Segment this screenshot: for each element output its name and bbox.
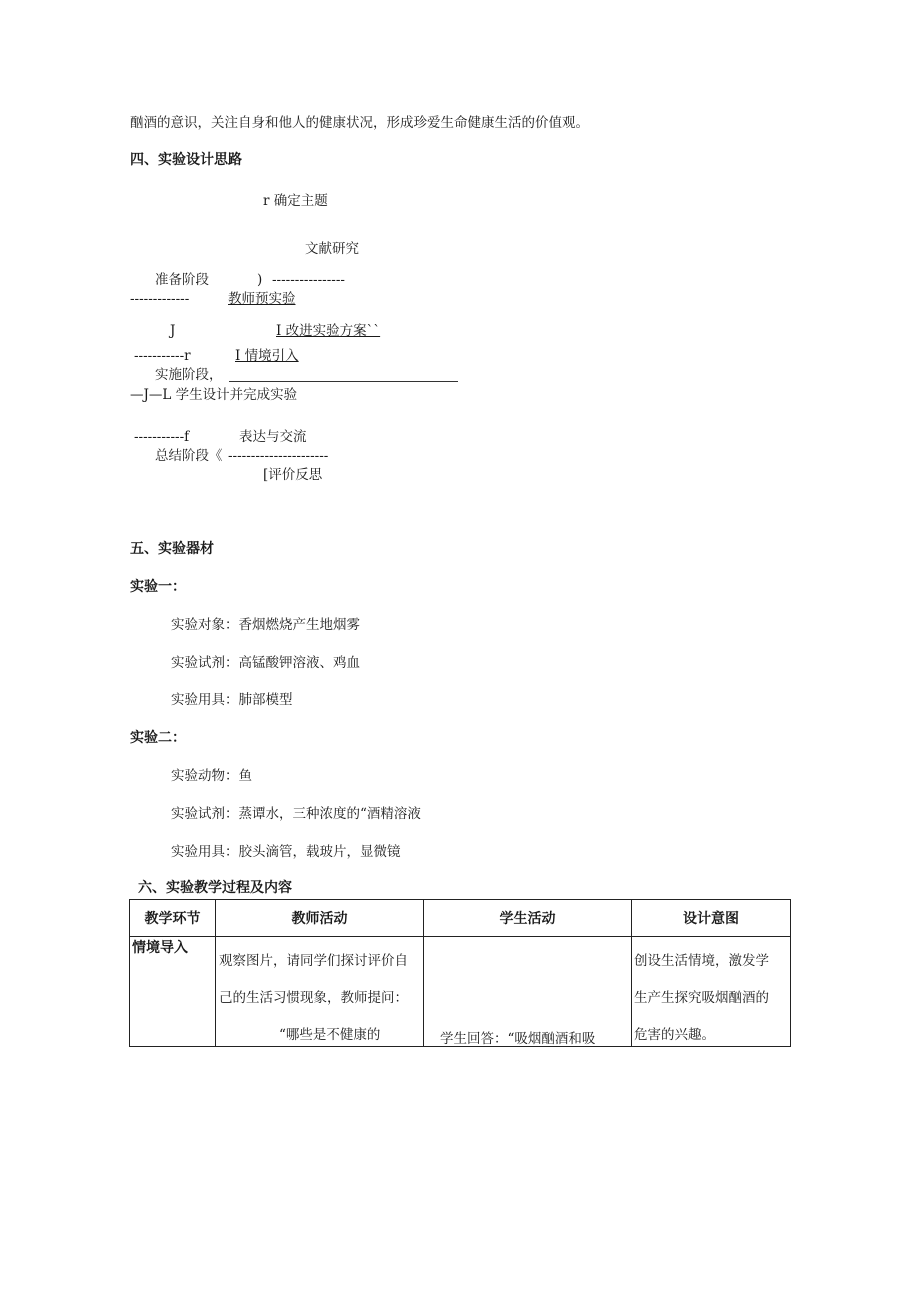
section-heading-materials: 五、实验器材 [130,541,214,557]
design-intent-line: 创设生活情境，激发学 [634,953,769,969]
table-header-row [130,900,791,937]
diagram-dashes: ---------------------- [228,448,329,464]
student-activity-cell [424,937,632,1047]
student-activity-text: 学生回答：“吸烟酗酒和吸 [440,1031,596,1047]
diagram-impl-stage: 实施阶段， [155,367,223,383]
column-header: 教师活动 [216,900,424,937]
experiment-two-title: 实验二： [130,730,186,746]
experiment-one-item: 实验对象：香烟燃烧产生地烟雾 [171,617,360,633]
diagram-dashes: ---------------- [272,272,345,288]
column-header: 设计意图 [632,900,791,937]
stage-label: 情境导入 [132,940,188,956]
diagram-situation-intro: I 情境引入 [235,348,299,364]
experiment-two-item: 实验动物：鱼 [171,768,252,784]
stage-cell [130,937,216,1047]
experiment-two-item: 实验用具：胶头滴管，载玻片，显微镜 [171,844,401,860]
diagram-evaluate: [评价反思 [263,467,323,483]
diagram-connector-line [229,381,458,382]
diagram-topic: r 确定主题 [263,193,328,209]
column-header: 学生活动 [424,900,632,937]
experiment-one-item: 实验试剂：高锰酸钾溶液、鸡血 [171,655,360,671]
teaching-process-table [129,899,791,1047]
diagram-student-design: —J—L 学生设计并完成实验 [130,387,298,403]
design-intent-line: 危害的兴趣。 [634,1027,715,1043]
teacher-activity-line: “哪些是不健康的 [279,1027,381,1043]
design-intent-cell [632,937,791,1047]
diagram-dashes: ------------- [130,291,190,307]
diagram-literature: 文献研究 [305,241,359,257]
experiment-two-item: 实验试剂：蒸谭水，三种浓度的“酒精溶液 [171,806,421,822]
diagram-dashes: -----------r [134,348,191,364]
section-heading-process: 六、实验教学过程及内容 [138,880,292,896]
design-intent-line: 生产生探究吸烟酗酒的 [634,990,769,1006]
column-header: 教学环节 [130,900,216,937]
table-row [130,937,791,1047]
experiment-one-item: 实验用具：肺部模型 [171,692,293,708]
diagram-express: 表达与交流 [239,429,307,445]
section-heading-design: 四、实验设计思路 [130,152,242,168]
diagram-summary-stage: 总结阶段《 [155,448,223,464]
diagram-improve-plan: I 改进实验方案`` [276,323,381,339]
intro-paragraph: 酗酒的意识，关注自身和他人的健康状况，形成珍爱生命健康生活的价值观。 [130,115,589,131]
diagram-teacher-pre-experiment: 教师预实验 [228,291,296,307]
teacher-activity-line: 观察图片，请同学们探讨评价自 [219,953,408,969]
teacher-activity-line: 己的生活习惯现象，教师提问： [219,990,408,1006]
teacher-activity-cell [216,937,424,1047]
diagram-mark-j: J [170,323,176,339]
diagram-prep-stage: 准备阶段 [155,272,209,288]
diagram-dashes: -----------f [134,429,190,445]
experiment-one-title: 实验一： [130,579,186,595]
diagram-prep-bracket: ) [257,272,263,288]
